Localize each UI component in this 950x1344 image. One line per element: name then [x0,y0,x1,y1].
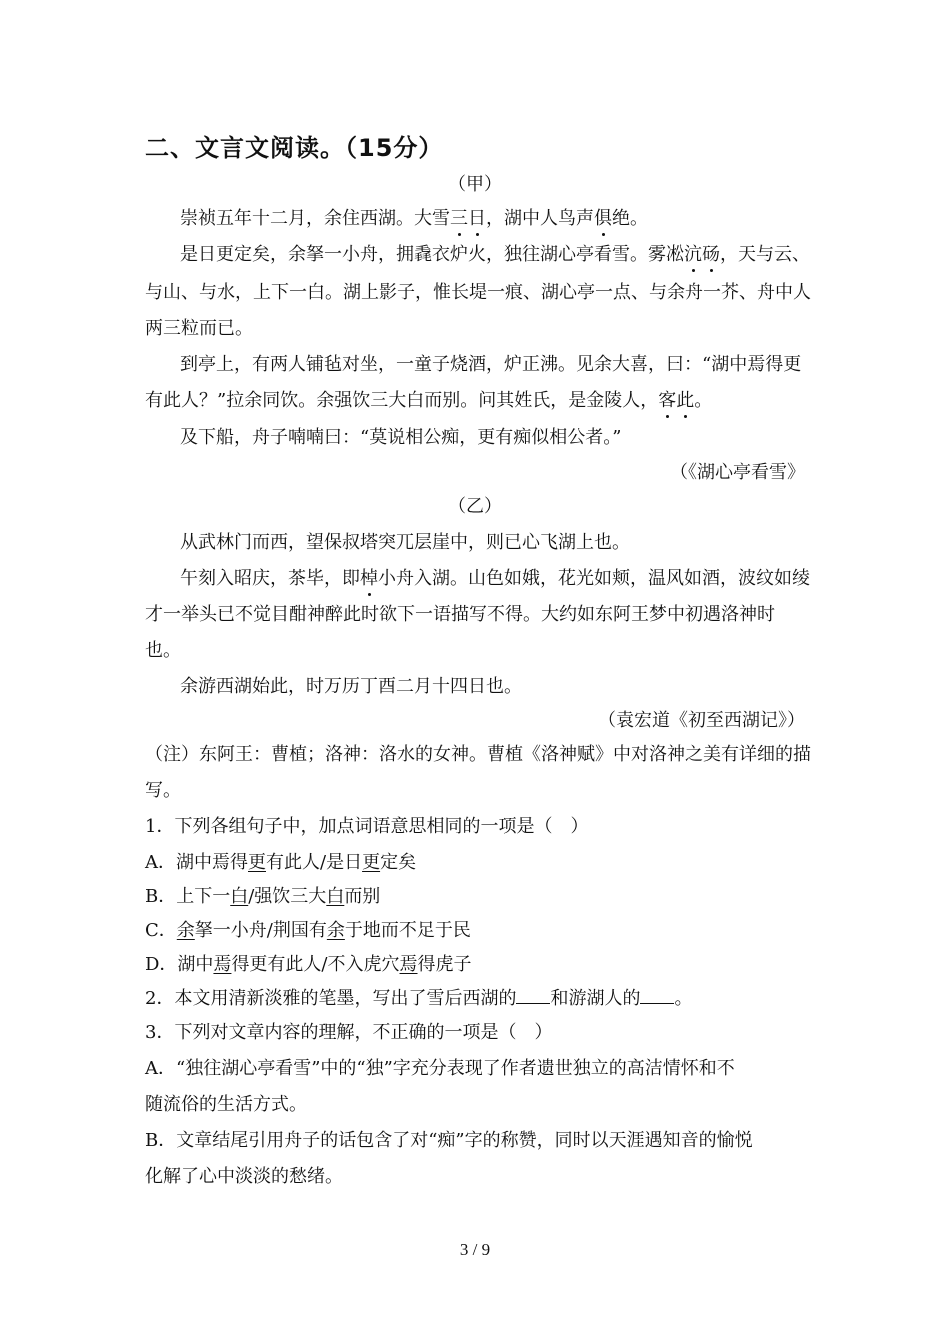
passage-a-paragraph-3-line-1: 到亭上，有两人铺毡对坐，一童子烧酒，炉正沸。见余大喜，曰：“湖中焉得更 [180,354,802,375]
passage-a-paragraph-4: 及下船，舟子喃喃曰：“莫说相公痴，更有痴似相公者。” [180,427,622,448]
note-line-2: 写。 [145,780,181,801]
page-number: 3 / 9 [459,1240,491,1259]
answer-blank[interactable] [516,987,550,1004]
passage-b-paragraph-2-line-2: 才一举头已不觉目酣神醉此时欲下一语描写不得。大约如东阿王梦中初遇洛神时 [145,604,775,625]
emphasis-dot-char: 棹 [360,566,378,592]
emphasis-dot-char: 日 [468,206,486,232]
question-2: 2．本文用清新淡雅的笔墨，写出了雪后西湖的 和游湖人的 。 [145,988,693,1009]
question-1-stem: 1．下列各组句子中，加点词语意思相同的一项是（ ） [145,816,589,837]
question-3-stem: 3．下列对文章内容的理解，不正确的一项是（ ） [145,1022,553,1043]
emphasis-dot-char: 此 [676,388,694,414]
emphasis-dot-char: 三 [450,206,468,232]
passage-b-source: （袁宏道《初至西湖记》） [598,710,805,731]
answer-blank[interactable] [640,987,674,1004]
passage-a-label: （甲） [448,174,502,195]
question-1-option-d: D．湖中焉得更有此人/不入虎穴焉得虎子 [145,954,472,975]
passage-b-paragraph-1: 从武林门而西，望保叔塔突兀层崖中，则已心飞湖上也。 [180,532,630,553]
question-3-option-b-line-2: 化解了心中淡淡的愁绪。 [145,1166,343,1187]
passage-b-paragraph-2-line-3: 也。 [145,640,181,661]
passage-a-paragraph-2-line-3: 两三粒而已。 [145,318,253,339]
passage-b-paragraph-2-line-1: 午刻入昭庆，茶毕，即棹小舟入湖。山色如娥，花光如颊，温风如酒，波纹如绫 [180,566,845,592]
emphasis-dot-char: 客 [658,388,676,414]
emphasis-dot-char: 砀 [702,242,720,268]
passage-a-paragraph-3-line-2: 有此人？”拉余同饮。余强饮三大白而别。问其姓氏，是金陵人，客此。 [145,388,810,414]
question-1-option-a: A．湖中焉得更有此人/是日更定矣 [145,852,417,873]
question-1-option-c: C．余拏一小舟/荆国有余于地而不足于民 [145,920,471,941]
question-3-option-a-line-1: A．“独往湖心亭看雪”中的“独”字充分表现了作者遗世独立的高洁情怀和不 [145,1058,735,1079]
question-3-option-a-line-2: 随流俗的生活方式。 [145,1094,307,1115]
emphasis-dot-char: 俱 [594,206,612,232]
section-title: 二、文言文阅读。（15分） [145,134,444,162]
passage-a-source: （《湖心亭看雪》 [670,462,805,483]
passage-a-paragraph-1: 崇祯五年十二月，余住西湖。大雪三日，湖中人鸟声俱绝。 [180,206,845,232]
question-1-option-b: B．上下一白/强饮三大白而别 [145,886,381,907]
passage-a-paragraph-2-line-2: 与山、与水，上下一白。湖上影子，惟长堤一痕、湖心亭一点、与余舟一芥、舟中人 [145,282,811,303]
passage-b-paragraph-3: 余游西湖始此，时万历丁酉二月十四日也。 [180,676,522,697]
passage-a-paragraph-2-line-1: 是日更定矣，余拏一小舟，拥毳衣炉火，独往湖心亭看雪。雾凇沆砀，天与云、 [180,242,845,268]
question-3-option-b-line-1: B．文章结尾引用舟子的话包含了对“痴”字的称赞，同时以天涯遇知音的愉悦 [145,1130,753,1151]
passage-b-label: （乙） [448,496,502,517]
note-line-1: （注）东阿王：曹植；洛神：洛水的女神。曹植《洛神赋》中对洛神之美有详细的描 [145,744,811,765]
emphasis-dot-char: 沆 [684,242,702,268]
